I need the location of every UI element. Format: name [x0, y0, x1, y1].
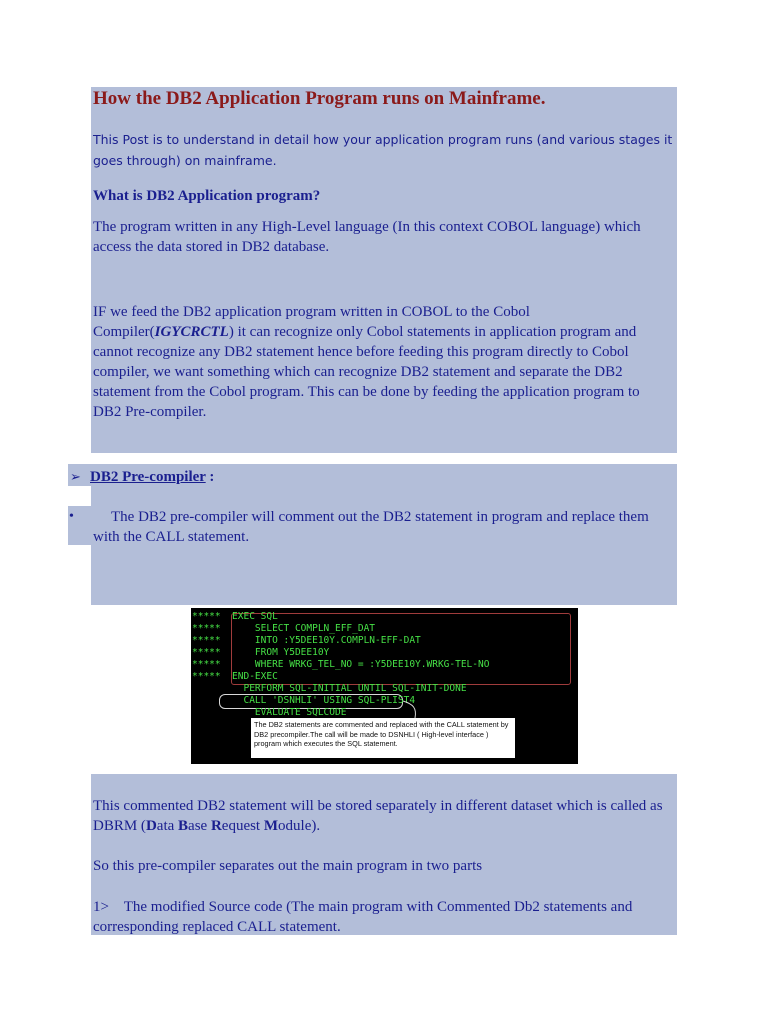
- dbrm-paragraph: [93, 796, 671, 836]
- para-start: IF we feed the DB2 application program written in COBOL to the Cobol Compiler(: [93, 304, 530, 340]
- answer-text: The program written in any High-Level language (In this context COBOL language) which access the data stored in DB2 database.: [93, 219, 641, 255]
- terminal-line: CALL 'DSNHLI' USING SQL-PLIST4: [192, 695, 416, 706]
- dbrm-b: B: [178, 818, 189, 834]
- compiler-paragraph: [93, 302, 671, 422]
- dbrm-ata: ata: [156, 818, 179, 834]
- intro-text: This Post is to understand in detail how your application program runs (and various stages it goes through) on mainframe.: [93, 132, 673, 168]
- precompiler-link[interactable]: DB2 Pre-compiler: [90, 469, 206, 485]
- bullet-text: [93, 507, 673, 547]
- dbrm-m: M: [263, 818, 279, 834]
- terminal-line: ***** INTO :Y5DEE10Y.COMPLN-EFF-DAT: [192, 635, 421, 646]
- list-item-1: [93, 897, 671, 937]
- callout-note: The DB2 statements are commented and replaced with the CALL statement by DB2 precompiler.The call will be made to DSNHLI ( High-level interface ) program which executes the SQL statement.: [251, 718, 515, 758]
- dbrm-r: R: [210, 818, 222, 834]
- dbrm-d: D: [145, 818, 157, 834]
- dbrm-odule: odule).: [278, 818, 321, 834]
- terminal-line: EVALUATE SQLCODE: [192, 707, 347, 718]
- terminal-line: ***** EXEC SQL: [192, 611, 278, 622]
- question-heading: What is DB2 Application program?: [93, 188, 321, 204]
- terminal-line: ***** WHERE WRKG_TEL_NO = :Y5DEE10Y.WRKG-TEL-NO: [192, 659, 490, 670]
- bullet-text-content: The DB2 pre-compiler will comment out the DB2 statement in program and replace them with the CALL statement.: [93, 509, 649, 545]
- bullet-icon: •: [69, 509, 74, 524]
- dbrm-ase: ase: [188, 818, 211, 834]
- list-item-number: 1>: [93, 899, 109, 915]
- list-item-text: The modified Source code (The main program with Commented Db2 statements and corresponding replaced CALL statement.: [93, 899, 633, 935]
- dbrm-text: This commented DB2 statement will be stored separately in different dataset which is called as DBRM (: [93, 798, 663, 834]
- para-end: ) it can recognize only Cobol statements in application program and cannot recognize any DB2 statement hence before feeding this program directly to Cobol compiler, we want something which can recognize DB2 statement and separate the DB2 statement from the Cobol program. This can be done by feeding the application program to DB2 Pre-compiler.: [93, 324, 640, 420]
- page-title: How the DB2 Application Program runs on Mainframe.: [93, 88, 546, 109]
- dbrm-equest: equest: [221, 818, 264, 834]
- separates-text: So this pre-compiler separates out the main program in two parts: [93, 858, 483, 874]
- arrow-marker: ➢: [70, 469, 81, 484]
- terminal-line: ***** END-EXEC: [192, 671, 278, 682]
- terminal-screenshot: [191, 608, 578, 764]
- terminal-line: PERFORM SQL-INITIAL UNTIL SQL-INIT-DONE: [192, 683, 467, 694]
- heading-colon: :: [205, 469, 215, 485]
- terminal-line: ***** SELECT COMPLN_EFF_DAT: [192, 623, 376, 634]
- compiler-name: IGYCRCTL: [154, 324, 229, 340]
- precompiler-heading: [90, 467, 390, 487]
- terminal-line: ***** FROM Y5DEE10Y: [192, 647, 330, 658]
